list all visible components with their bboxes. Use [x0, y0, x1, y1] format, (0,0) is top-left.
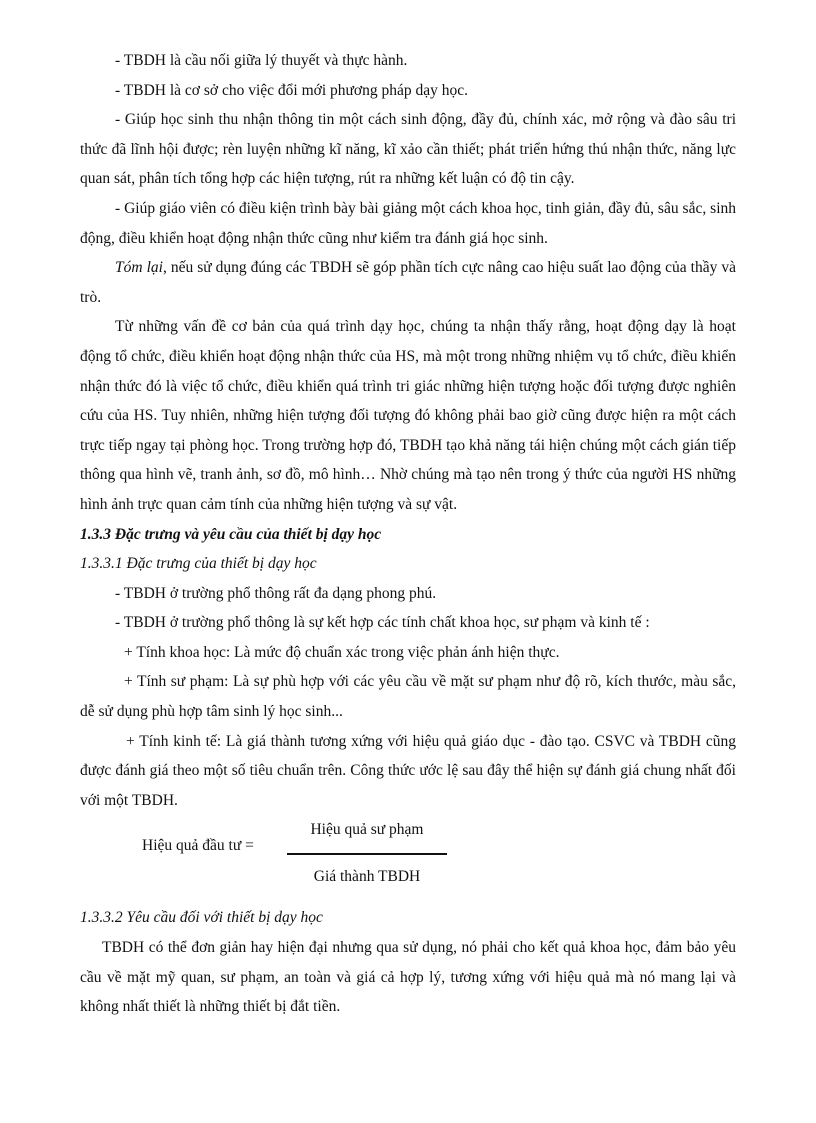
page-content	[80, 46, 736, 1022]
formula-denominator: Giá thành TBDH	[313, 868, 421, 886]
investment-efficiency-formula	[80, 815, 736, 903]
feature-combination: - TBDH ở trường phổ thông là sự kết hợp các tính chất khoa học, sư phạm và kinh tế :	[115, 614, 650, 632]
fraction-bar	[287, 853, 447, 855]
teaching-process-paragraph: Từ những vấn đề cơ bản của quá trình dạy học, chúng ta nhận thấy rằng, hoạt động dạy là hoạt động tổ chức, điều khiển hoạt động nhận thức của HS, mà một trong những nhiệm vụ tổ chức, điều khiển nhận thức đó là việc tổ chức, điều khiển quá trình tri giác những hiện tượng hoặc đối tượng được nghiên cứu của HS. Tuy nhiên, những hiện tượng đối tượng đó không phải bao giờ cũng được hiện ra một cách trực tiếp ngay tại phòng học. Trong trường hợp đó, TBDH tạo khả năng tái hiện chúng một cách gián tiếp thông qua hình vẽ, tranh ảnh, sơ đồ, mô hình… Nhờ chúng mà tạo nên trong ý thức của người HS những hình ảnh trực quan cảm tính của những hiện tượng và sự vật.	[80, 318, 736, 513]
summary-paragraph	[80, 253, 736, 312]
requirements-paragraph: TBDH có thể đơn giản hay hiện đại nhưng qua sử dụng, nó phải cho kết quả khoa học, đảm bảo yêu cầu về mặt mỹ quan, sư phạm, an toàn và giá cả hợp lý, tương xứng với hiệu quả mà nó mang lại và không nhất thiết là những thiết bị đắt tiền.	[80, 939, 736, 1016]
summary-lead: Tóm lại	[115, 259, 163, 277]
subsection-heading-1-3-3-1: 1.3.3.1 Đặc trưng của thiết bị dạy học	[80, 555, 317, 573]
feature-diversity: - TBDH ở trường phổ thông rất đa dạng phong phú.	[115, 584, 437, 602]
bullet-basis-method-innovation: - TBDH là cơ sở cho việc đổi mới phương pháp dạy học.	[115, 81, 468, 99]
summary-text: , nếu sử dụng đúng các TBDH sẽ góp phần tích cực nâng cao hiệu suất lao động của thầy và trò.	[80, 259, 736, 306]
feature-scientific: + Tính khoa học: Là mức độ chuẩn xác trong việc phản ánh hiện thực.	[124, 643, 560, 661]
feature-economic: + Tính kinh tế: Là giá thành tương xứng với hiệu quả giáo dục - đào tạo. CSVC và TBDH cũng được đánh giá theo một số tiêu chuẩn trên. Công thức ước lệ sau đây thể hiện sự đánh giá chung nhất đối với một TBDH.	[80, 732, 736, 809]
formula-lhs: Hiệu quả đầu tư =	[142, 837, 254, 855]
feature-pedagogical: + Tính sư phạm: Là sự phù hợp với các yêu cầu về mặt sư phạm như độ rõ, kích thước, màu sắc, dễ sử dụng phù hợp tâm sinh lý học sinh...	[80, 673, 736, 721]
bullet-bridge-theory-practice: - TBDH là cầu nối giữa lý thuyết và thực hành.	[115, 52, 408, 69]
subsection-heading-1-3-3-2: 1.3.3.2 Yêu cầu đối với thiết bị dạy học	[80, 909, 323, 927]
formula-numerator: Hiệu quả sư phạm	[310, 821, 424, 839]
bullet-student-benefits: - Giúp học sinh thu nhận thông tin một cách sinh động, đầy đủ, chính xác, mở rộng và đào sâu tri thức đã lĩnh hội được; rèn luyện những kĩ năng, kĩ xảo cần thiết; phát triển hứng thú nhận thức, năng lực quan sát, phân tích tổng hợp các hiện tượng, rút ra những kết luận có độ tin cậy.	[80, 111, 736, 188]
section-heading-1-3-3: 1.3.3 Đặc trưng và yêu cầu của thiết bị dạy học	[80, 525, 382, 543]
bullet-teacher-benefits: - Giúp giáo viên có điều kiện trình bày bài giảng một cách khoa học, tinh giản, đầy đủ, sâu sắc, sinh động, điều khiển hoạt động nhận thức cũng như kiểm tra đánh giá học sinh.	[80, 199, 736, 247]
